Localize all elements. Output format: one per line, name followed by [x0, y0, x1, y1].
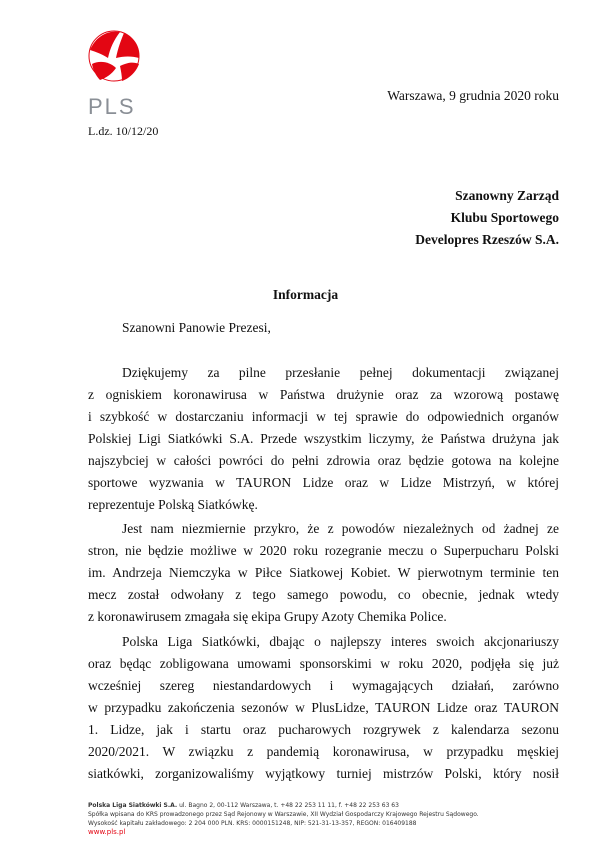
- paragraph-line: sportowe wyzwania w TAURON Lidze oraz w Lidze Mistrzyń, w której: [88, 475, 559, 490]
- reference-number: L.dz. 10/12/20: [88, 124, 159, 138]
- paragraph-2: [88, 518, 559, 628]
- recipient-line: Szanowny Zarząd: [455, 188, 559, 203]
- paragraph-line: Polskiej Ligi Siatkówki S.A. Przede wszystkim liczymy, że Państwa drużyna jak: [88, 431, 559, 446]
- pls-wordmark: PLS: [88, 94, 136, 118]
- paragraph-1: [88, 362, 559, 516]
- salutation: Szanowni Panowie Prezesi,: [122, 320, 271, 335]
- paragraph-line: reprezentuje Polską Siatkówkę.: [88, 497, 258, 512]
- recipient-line: Developres Rzeszów S.A.: [415, 232, 559, 247]
- volleyball-icon: [84, 26, 148, 118]
- paragraph-line: Dziękujemy za pilne przesłanie pełnej dokumentacji związanej: [122, 365, 559, 380]
- recipient-line: Klubu Sportowego: [450, 210, 559, 225]
- paragraph-line: i szybkość w dostarczaniu informacji w tej sprawie do odpowiednich organów: [88, 409, 559, 424]
- paragraph-line: Jest nam niezmiernie przykro, że z powodów niezależnych od żadnej ze: [122, 521, 559, 536]
- paragraph-line: wcześniej szereg niestandardowych i wymagających działań, zarówno: [88, 678, 559, 693]
- paragraph-line: 2020/2021. W związku z pandemią koronawirusa, w przypadku męskiej: [88, 744, 559, 759]
- letter-footer: [88, 801, 479, 837]
- footer-address: ul. Bagno 2, 00-112 Warszawa, t. +48 22 253 11 11, f. +48 22 253 63 63: [177, 802, 399, 809]
- paragraph-line: w przypadku zakończenia sezonów w PlusLidze, TAURON Lidze oraz TAURON: [88, 700, 559, 715]
- paragraph-line: siatkówki, zorganizowaliśmy wyjątkowy turniej mistrzów Polski, który nosił: [88, 766, 559, 781]
- letter-title: Informacja: [272, 287, 339, 302]
- paragraph-line: 1. Lidze, jak i startu oraz pucharowych rozgrywek z kalendarza sezonu: [88, 722, 559, 737]
- recipient-block: [415, 185, 559, 251]
- letter-date: Warszawa, 9 grudnia 2020 roku: [387, 88, 559, 103]
- footer-registration: Spółka wpisana do KRS prowadzonego przez Sąd Rejonowy w Warszawie, XII Wydział Gospodarczy Krajowego Rejestru Sądowego.: [88, 811, 479, 818]
- paragraph-line: oraz będąc zobligowana umowami sponsorskimi w roku 2020, podjęła się już: [88, 656, 559, 671]
- paragraph-line: najszybciej w całości powróci do pełni zdrowia oraz będzie gotowa na kolejne: [88, 453, 559, 468]
- paragraph-3: [88, 631, 559, 785]
- pls-logo: [84, 26, 148, 118]
- paragraph-line: im. Andrzeja Niemczyka w Piłce Siatkowej Kobiet. W pierwotnym terminie ten: [88, 565, 559, 580]
- footer-capital: Wysokość kapitału zakładowego: 2 204 000 PLN. KRS: 0000151248, NIP: 521-31-13-357, REGON: 016409188: [88, 820, 417, 827]
- footer-address-line: [88, 801, 479, 810]
- paragraph-line: z ogniskiem koronawirusa w Państwa drużynie oraz za wzorową postawę: [88, 387, 559, 402]
- footer-website-link[interactable]: www.pls.pl: [88, 828, 126, 836]
- paragraph-line: Polska Liga Siatkówki, dbając o najlepszy interes swoich akcjonariuszy: [122, 634, 559, 649]
- paragraph-line: z koronawirusem zmagała się ekipa Grupy Azoty Chemika Police.: [88, 609, 447, 624]
- footer-company: Polska Liga Siatkówki S.A.: [88, 802, 178, 809]
- paragraph-line: mecz został odwołany z tego samego powodu, co obecnie, jednak wtedy: [88, 587, 559, 602]
- paragraph-line: stron, nie będzie możliwe w 2020 roku rozegranie meczu o Superpucharu Polski: [88, 543, 559, 558]
